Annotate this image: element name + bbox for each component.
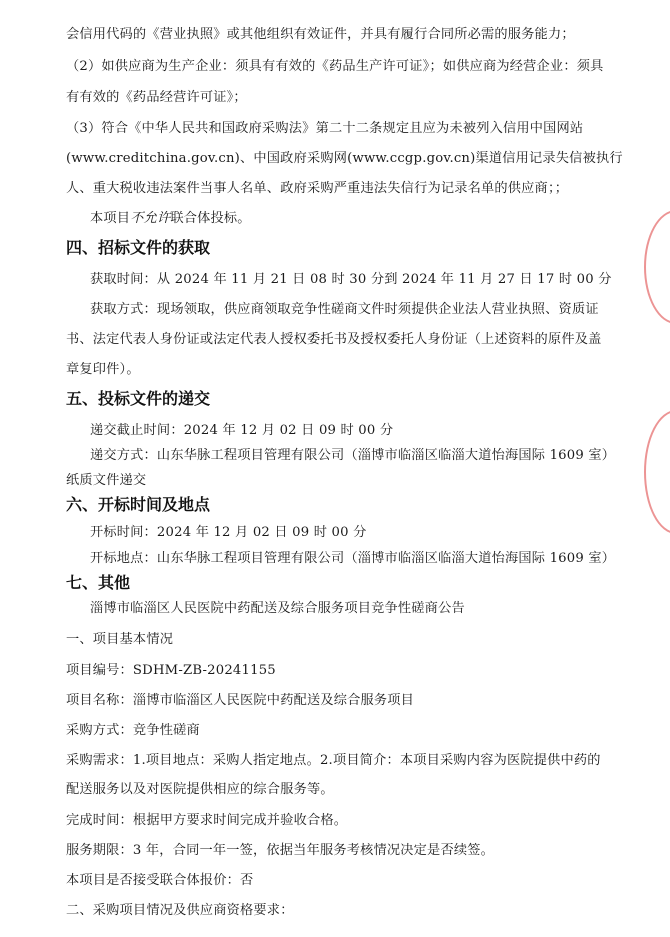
paragraph-line: 完成时间：根据甲方要求时间完成并验收合格。 — [66, 813, 348, 828]
paragraph-line: 采购方式：竞争性磋商 — [66, 723, 200, 738]
paragraph-line: 服务期限：3 年，合同一年一签，依据当年服务考核情况决定是否续签。 — [66, 843, 494, 858]
section-heading-6: 六、开标时间及地点 — [66, 495, 211, 514]
paragraph-line: 采购需求：1.项目地点：采购人指定地点。2.项目简介：本项目采购内容为医院提供中药的 — [66, 753, 601, 768]
text-span: 本项目 — [90, 211, 131, 226]
red-seal-stamp — [644, 210, 670, 324]
paragraph-line: 纸质文件递交 — [66, 473, 147, 488]
paragraph-line: 项目名称：淄博市临淄区人民医院中药配送及综合服务项目 — [66, 693, 415, 708]
red-seal-stamp — [644, 410, 670, 534]
section-heading-5: 五、投标文件的递交 — [66, 389, 211, 408]
paragraph-line — [90, 210, 251, 228]
paragraph-line: (www.creditchina.gov.cn)、中国政府采购网(www.ccgp.gov.cn)渠道信用记录失信被执行 — [66, 151, 623, 166]
paragraph-line: 开标时间：2024 年 12 月 02 日 09 时 00 分 — [90, 525, 367, 540]
paragraph-line: （3）符合《中华人民共和国政府采购法》第二十二条规定且应为未被列入信用中国网站 — [66, 121, 584, 136]
paragraph-line: 二、采购项目情况及供应商资格要求： — [66, 903, 294, 918]
paragraph-line: 开标地点：山东华脉工程项目管理有限公司（淄博市临淄区临淄大道怡海国际 1609 室） — [90, 551, 616, 566]
paragraph-line: 获取方式：现场领取，供应商领取竞争性磋商文件时须提供企业法人营业执照、资质证 — [90, 302, 599, 317]
paragraph-line: 有有效的《药品经营许可证》； — [66, 90, 247, 105]
paragraph-line: 配送服务以及对医院提供相应的综合服务等。 — [66, 782, 334, 797]
text-span: 联合体投标。 — [170, 211, 251, 226]
paragraph-line: 递交方式：山东华脉工程项目管理有限公司（淄博市临淄区临淄大道怡海国际 1609 室） — [90, 448, 616, 463]
paragraph-line: 人、重大税收违法案件当事人名单、政府采购严重违法失信行为记录名单的供应商；； — [66, 181, 569, 196]
paragraph-line: 本项目是否接受联合体报价：否 — [66, 873, 254, 888]
section-heading-4: 四、招标文件的获取 — [66, 238, 211, 257]
paragraph-line: 获取时间：从 2024 年 11 月 21 日 08 时 30 分到 2024 年 11 月 27 日 17 时 00 分 — [90, 272, 612, 287]
emphasis-text: 不允许 — [130, 211, 171, 226]
paragraph-line: 会信用代码的《营业执照》或其他组织有效证件，并具有履行合同所必需的服务能力； — [66, 27, 575, 42]
paragraph-line: 项目编号：SDHM-ZB-20241155 — [66, 663, 276, 678]
paragraph-line: 章复印件）。 — [66, 362, 140, 377]
paragraph-line: 淄博市临淄区人民医院中药配送及综合服务项目竞争性磋商公告 — [90, 601, 465, 616]
paragraph-line: 书、法定代表人身份证或法定代表人授权委托书及授权委托人身份证（上述资料的原件及盖 — [66, 332, 602, 347]
paragraph-line: 一、项目基本情况 — [66, 632, 174, 647]
paragraph-line: 递交截止时间：2024 年 12 月 02 日 09 时 00 分 — [90, 423, 394, 438]
section-heading-7: 七、其他 — [66, 573, 131, 592]
paragraph-line: （2）如供应商为生产企业：须具有有效的《药品生产许可证》；如供应商为经营企业：须具 — [66, 59, 604, 74]
